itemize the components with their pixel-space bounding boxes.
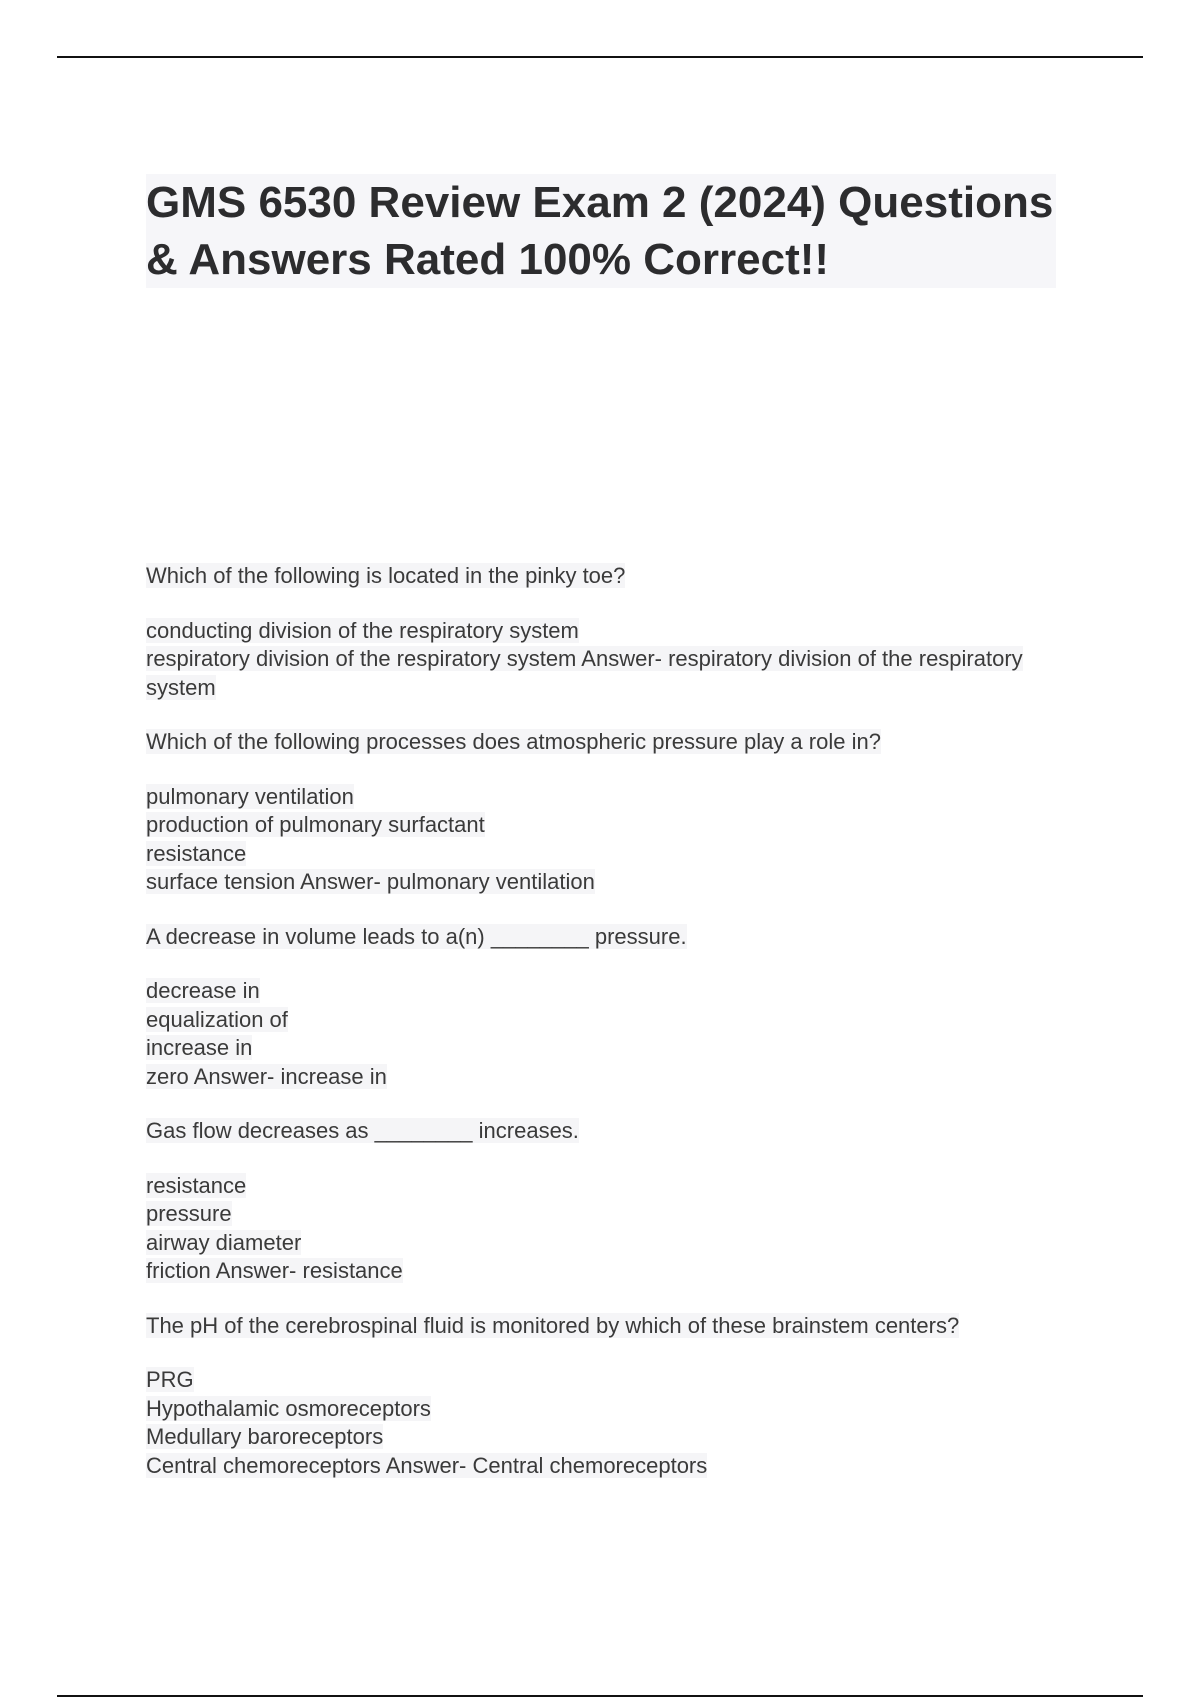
- qa-block-4: [146, 1117, 1066, 1286]
- question-text: Gas flow decreases as ________ increases.: [146, 1118, 579, 1143]
- option-item: equalization of: [146, 1006, 288, 1032]
- option-item: Medullary baroreceptors: [146, 1424, 384, 1449]
- answer-text: Answer- increase in: [193, 1063, 387, 1089]
- options-list: [146, 1172, 1066, 1286]
- answer-text: Answer- respiratory division of the respiratory system: [146, 646, 1023, 700]
- qa-block-1: [146, 562, 1066, 702]
- options-list: [146, 977, 1066, 1091]
- document-title: GMS 6530 Review Exam 2 (2024) Questions & Answers Rated 100% Correct!!: [146, 174, 1056, 288]
- question-text: A decrease in volume leads to a(n) ________ pressure.: [146, 923, 687, 949]
- option-item: conducting division of the respiratory system: [146, 617, 579, 643]
- option-item-with-answer: [146, 645, 1066, 702]
- answer-text: Answer- Central chemoreceptors: [385, 1452, 708, 1478]
- option-item-with-answer: [146, 1063, 1066, 1092]
- qa-block-5: [146, 1312, 1066, 1481]
- option-item: resistance: [146, 1172, 247, 1198]
- qa-block-3: [146, 923, 1066, 1092]
- options-list: [146, 1366, 1066, 1480]
- qa-block-2: [146, 728, 1066, 897]
- question-text: Which of the following is located in the pinky toe?: [146, 563, 626, 588]
- option-item: pressure: [146, 1201, 232, 1226]
- option-text: Central chemoreceptors: [146, 1452, 381, 1478]
- answer-text: Answer- resistance: [215, 1258, 403, 1283]
- option-text: respiratory division of the respiratory system: [146, 646, 577, 671]
- bottom-rule: [57, 1695, 1143, 1697]
- question-text: Which of the following processes does atmospheric pressure play a role in?: [146, 729, 881, 754]
- option-item-with-answer: [146, 1452, 1066, 1481]
- option-item-with-answer: [146, 1257, 1066, 1286]
- option-item: production of pulmonary surfactant: [146, 812, 485, 837]
- option-item-with-answer: [146, 868, 1066, 897]
- top-rule: [57, 56, 1143, 58]
- option-text: surface tension: [146, 869, 296, 894]
- option-item: airway diameter: [146, 1229, 302, 1255]
- option-item: pulmonary ventilation: [146, 783, 354, 809]
- option-text: zero: [146, 1063, 189, 1089]
- option-item: Hypothalamic osmoreceptors: [146, 1395, 431, 1421]
- answer-text: Answer- pulmonary ventilation: [300, 869, 595, 894]
- option-item: PRG: [146, 1367, 194, 1392]
- option-item: increase in: [146, 1035, 253, 1060]
- option-item: decrease in: [146, 978, 260, 1003]
- option-text: friction: [146, 1258, 211, 1283]
- question-list: [146, 562, 1066, 1506]
- options-list: [146, 617, 1066, 703]
- option-item: resistance: [146, 840, 247, 866]
- question-text: The pH of the cerebrospinal fluid is monitored by which of these brainstem centers?: [146, 1312, 960, 1338]
- options-list: [146, 783, 1066, 897]
